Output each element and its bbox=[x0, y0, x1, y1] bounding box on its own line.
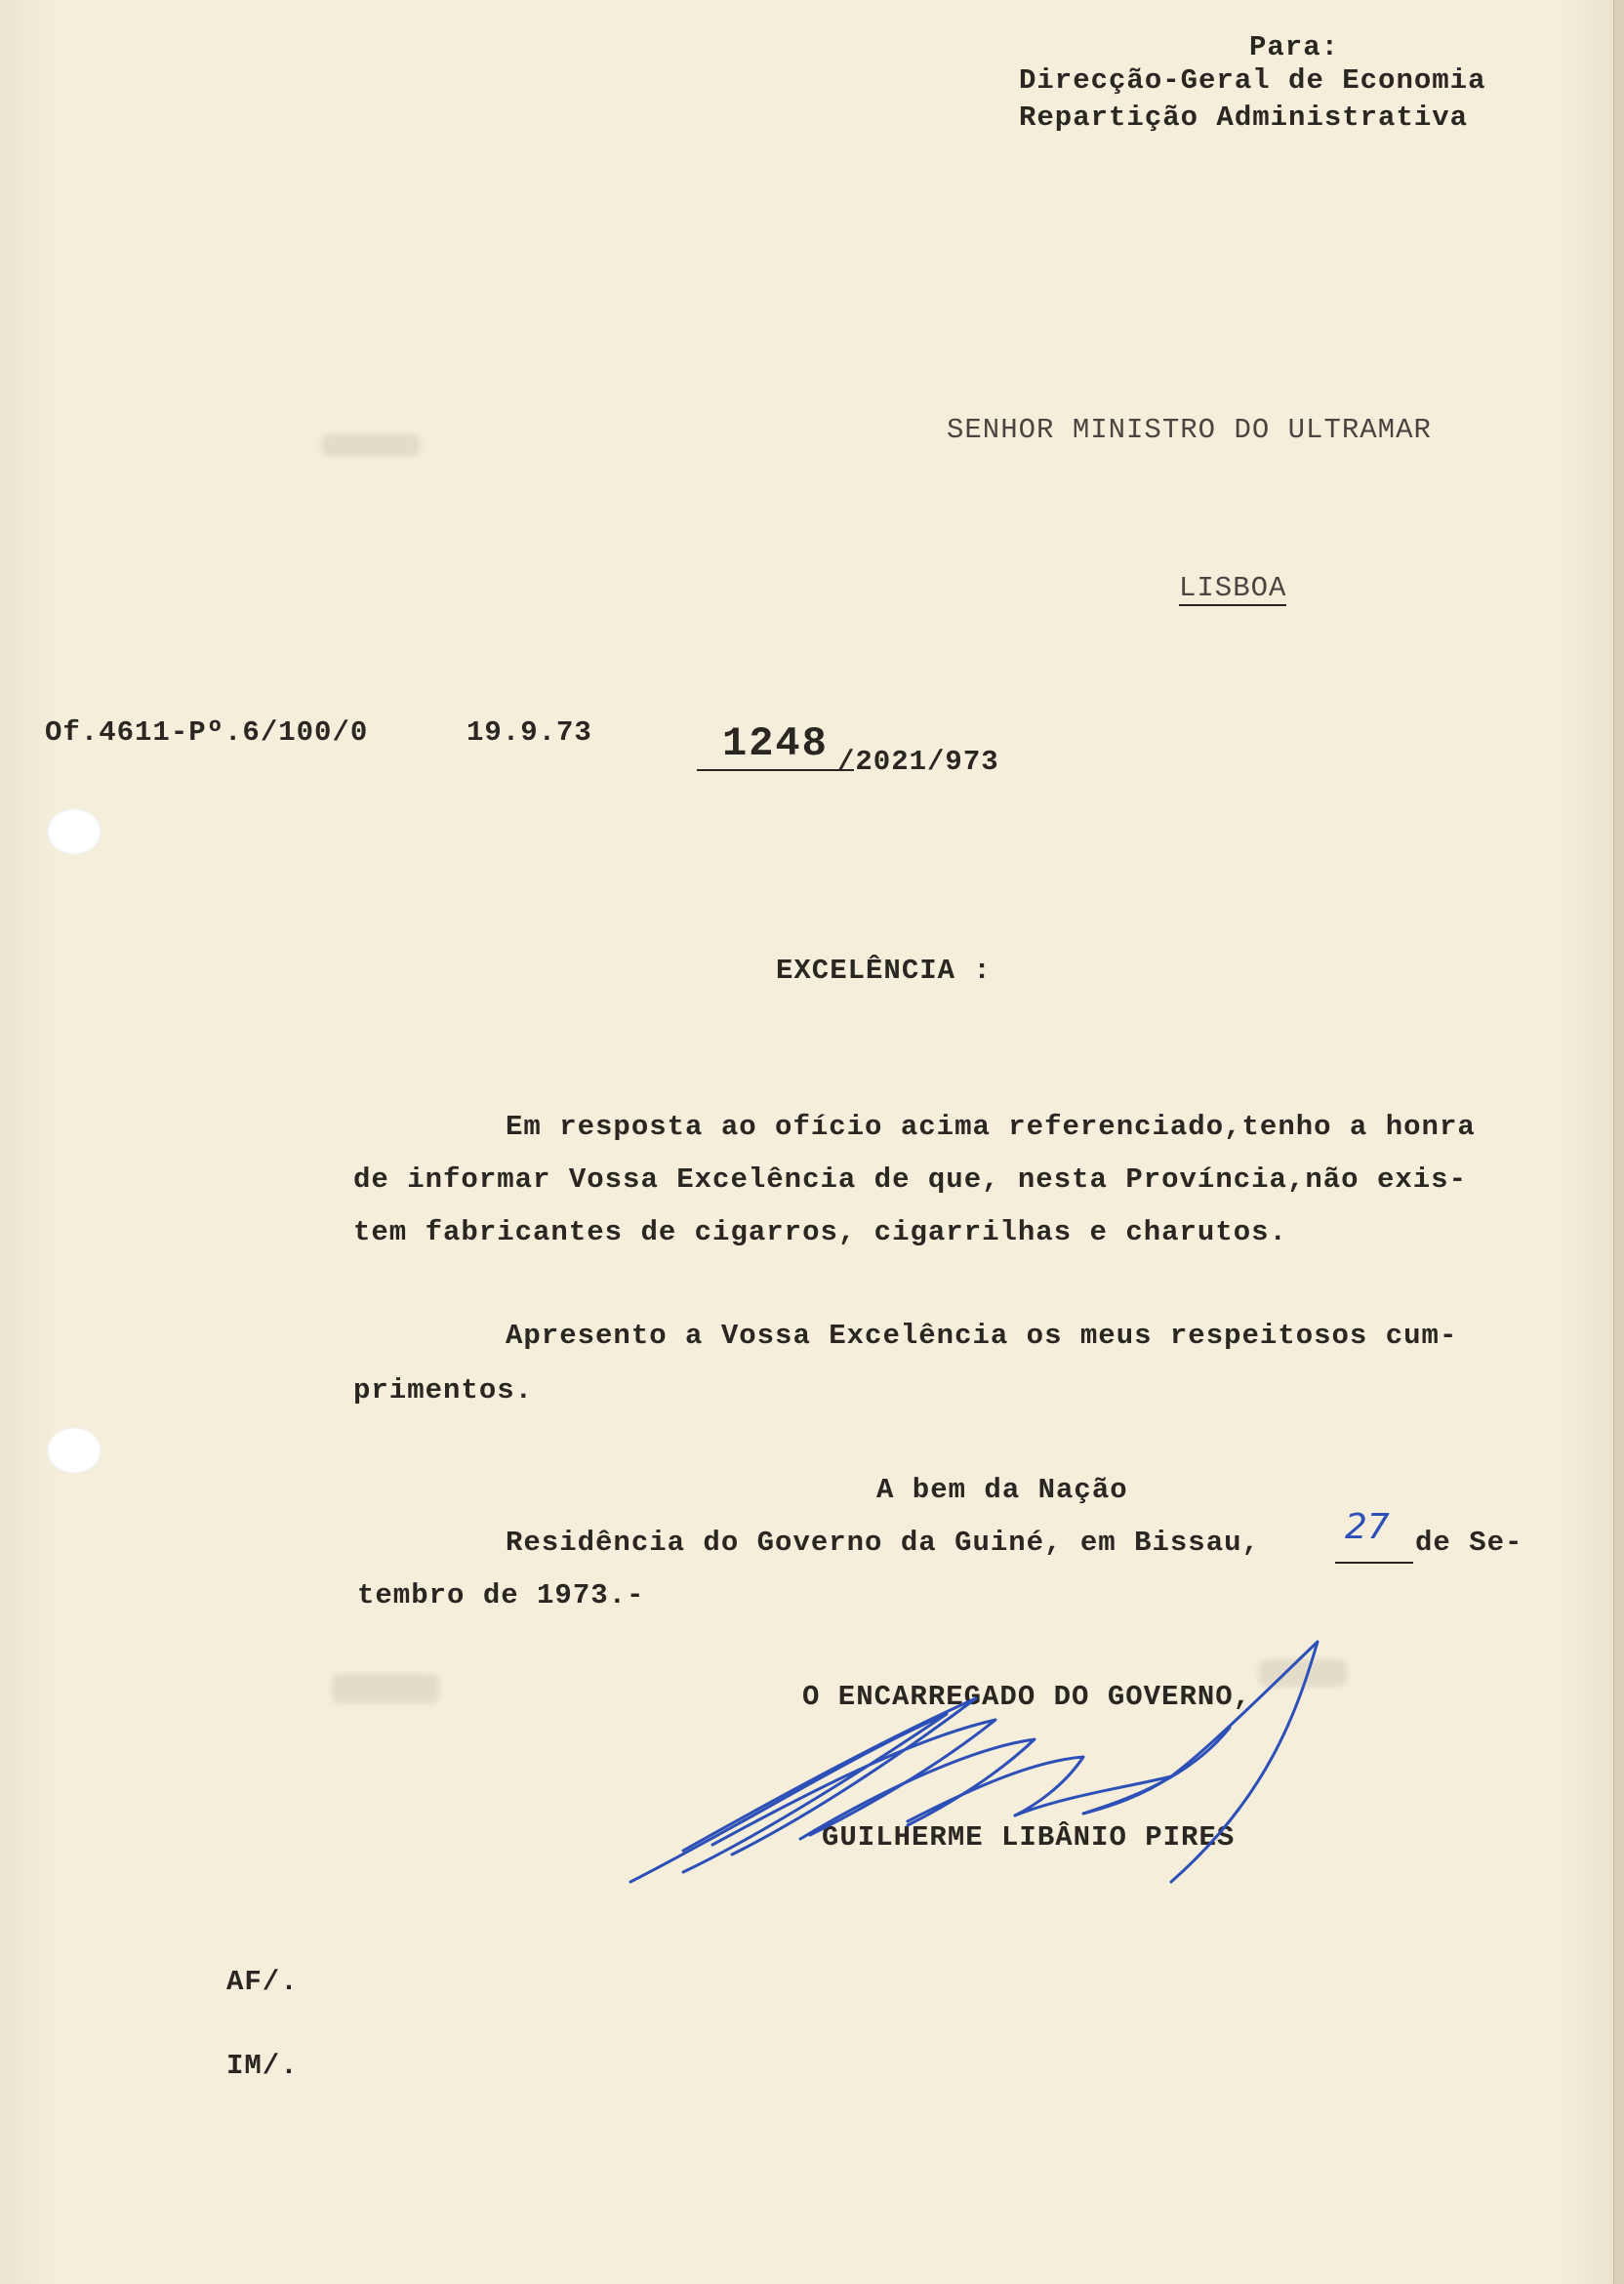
paper-edge bbox=[1613, 0, 1624, 2284]
recipient-label: Para: bbox=[1249, 31, 1340, 63]
office-reference: Of.4611-Pº.6/100/0 bbox=[45, 716, 369, 749]
closing-motto: A bem da Nação bbox=[876, 1474, 1128, 1506]
smudge bbox=[332, 1674, 439, 1703]
initials-af: AF/. bbox=[226, 1966, 299, 1998]
addressee-city: LISBOA bbox=[1179, 572, 1287, 604]
body-line: tem fabricantes de cigarros, cigarrilhas e charutos. bbox=[353, 1216, 1287, 1248]
reference-date: 19.9.73 bbox=[467, 716, 592, 749]
document-number: 1248 bbox=[697, 720, 854, 771]
signatory-role: O ENCARREGADO DO GOVERNO, bbox=[802, 1681, 1252, 1713]
document-number-suffix: /2021/973 bbox=[837, 746, 999, 778]
body-line: Apresento a Vossa Excelência os meus respeitosos cum- bbox=[506, 1320, 1458, 1352]
recipient-line-2: Repartição Administrativa bbox=[1019, 102, 1469, 134]
recipient-line-1: Direcção-Geral de Economia bbox=[1019, 64, 1486, 97]
closing-place-end: de Se- bbox=[1415, 1527, 1523, 1559]
initials-im: IM/. bbox=[226, 2050, 299, 2082]
signatory-name: GUILHERME LIBÂNIO PIRES bbox=[822, 1821, 1236, 1854]
closing-date-line-2: tembro de 1973.- bbox=[357, 1579, 645, 1611]
salutation: EXCELÊNCIA : bbox=[776, 955, 992, 987]
body-line: de informar Vossa Excelência de que, nesta Província,não exis- bbox=[353, 1163, 1467, 1196]
body-line: primentos. bbox=[353, 1374, 534, 1407]
body-line: Em resposta ao ofício acima referenciado,tenho a honra bbox=[506, 1111, 1476, 1143]
closing-place-start: Residência do Governo da Guiné, em Bissau, bbox=[506, 1527, 1260, 1559]
handwritten-day: 27 bbox=[1345, 1507, 1390, 1547]
punch-hole-bottom bbox=[47, 1427, 102, 1474]
handwritten-signature bbox=[625, 1630, 1327, 1903]
smudge bbox=[322, 434, 420, 456]
punch-hole-top bbox=[47, 808, 102, 855]
day-blank bbox=[1335, 1562, 1413, 1564]
addressee-title: SENHOR MINISTRO DO ULTRAMAR bbox=[947, 414, 1432, 446]
